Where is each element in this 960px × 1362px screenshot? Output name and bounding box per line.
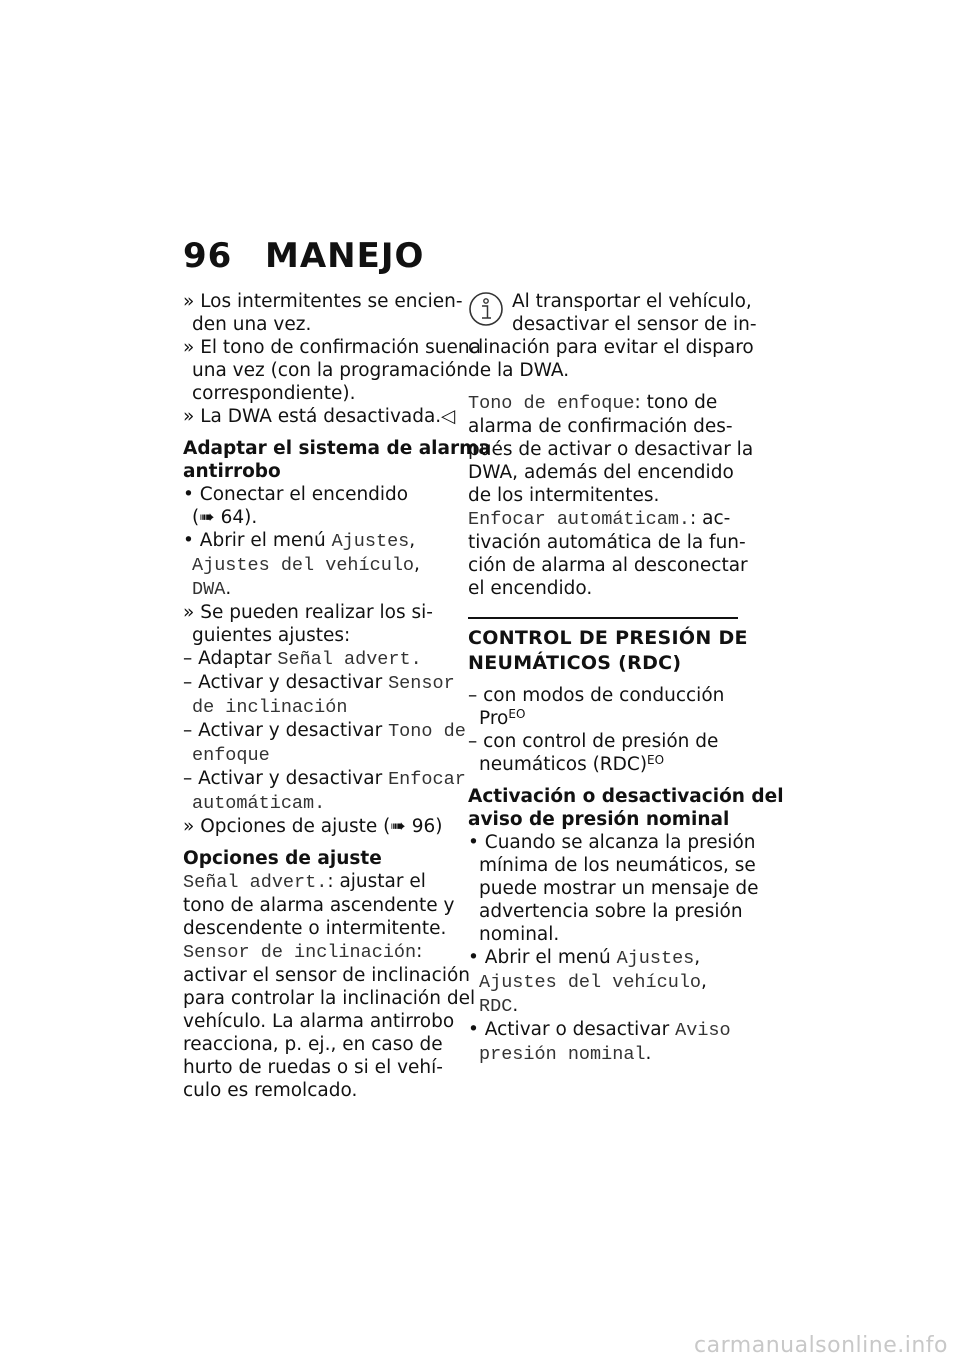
text-line <box>183 767 466 791</box>
text: – Activar y desactivar <box>183 720 389 741</box>
text-line <box>183 791 453 815</box>
text-line: activar el sensor de inclinación <box>183 965 471 986</box>
text-line: reacciona, p. ej., en caso de <box>183 1034 443 1055</box>
text-line <box>468 1042 738 1066</box>
info-icon <box>468 291 504 327</box>
text-line: clinación para evitar el disparo <box>468 337 754 358</box>
text: , <box>694 947 701 968</box>
heading-nominal-pressure <box>468 785 784 831</box>
heading-line: Adaptar el sistema de alarma <box>183 438 491 459</box>
text-line <box>468 507 738 531</box>
text-line: de los intermitentes. <box>468 485 660 506</box>
text-line <box>468 391 738 415</box>
menu-name: Enfocar automáticam. <box>468 509 691 530</box>
text-line: vehículo. La alarma antirrobo <box>183 1011 455 1032</box>
text: neumáticos (RDC) <box>479 754 648 775</box>
text-line: puede mostrar un mensaje de <box>479 878 759 899</box>
menu-name: Ajustes <box>331 531 410 552</box>
text-line <box>183 719 466 743</box>
text-line: DWA, además del encendido <box>468 462 734 483</box>
text-line: ción de alarma al desconectar <box>468 555 748 576</box>
text-line <box>468 753 738 776</box>
text-line: advertencia sobre la presión <box>479 901 743 922</box>
text-line: guientes ajustes: <box>192 625 351 646</box>
text: • Abrir el menú <box>468 947 617 968</box>
menu-name: automáticam. <box>192 793 326 814</box>
menu-name: Señal advert. <box>183 872 328 893</box>
menu-name: enfoque <box>192 745 270 766</box>
menu-name: Ajustes del vehículo <box>192 555 415 576</box>
text: – Activar y desactivar <box>183 672 389 693</box>
menu-name: Ajustes del vehículo <box>479 972 702 993</box>
right-column <box>468 290 784 1066</box>
left-column <box>183 290 491 1102</box>
text-line: » El tono de confirmación suena <box>183 337 481 358</box>
text-line: de la DWA. <box>468 360 570 381</box>
text-line <box>183 647 453 671</box>
text-line: desactivar el sensor de in- <box>512 314 757 335</box>
text-line: correspondiente). <box>192 383 356 404</box>
text: . <box>645 1043 652 1064</box>
text: : ac- <box>690 508 731 529</box>
menu-name: Sensor <box>388 673 455 694</box>
text-line: den una vez. <box>192 314 312 335</box>
page-header <box>183 236 424 276</box>
text-line <box>183 577 453 601</box>
text-line <box>183 940 453 964</box>
menu-name: Sensor de inclinación <box>183 942 417 963</box>
text-line: – con modos de conducción <box>468 685 725 706</box>
page-number: 96 <box>183 236 233 276</box>
menu-name: Tono de <box>388 721 466 742</box>
text: : ajustar el <box>327 871 426 892</box>
menu-name: Ajustes <box>616 948 695 969</box>
section-heading: NEUMÁTICOS (RDC) <box>468 652 682 674</box>
menu-name: presión nominal <box>479 1044 646 1065</box>
text-line: • Cuando se alcanza la presión <box>468 832 756 853</box>
text-line: para controlar la inclinación del <box>183 988 476 1009</box>
text-line <box>468 707 738 730</box>
text: • Activar o desactivar <box>468 1019 676 1040</box>
text-line <box>183 695 453 719</box>
heading-setting-options: Opciones de ajuste <box>183 848 382 869</box>
text-line: Al transportar el vehículo, <box>512 291 752 312</box>
text-line: » Se pueden realizar los si- <box>183 602 433 623</box>
text-line <box>468 946 738 970</box>
text: , <box>414 554 420 575</box>
text-line: tivación automática de la fun- <box>468 532 746 553</box>
text-line: el encendido. <box>468 578 593 599</box>
heading-line: Activación o desactivación del <box>468 786 784 807</box>
heading-line: antirrobo <box>183 461 281 482</box>
text-line <box>468 994 738 1018</box>
text-line: » La DWA está desactivada.◁ <box>183 406 456 427</box>
menu-name: Tono de enfoque <box>468 393 635 414</box>
text-line: tono de alarma ascendente y <box>183 895 455 916</box>
section-heading: CONTROL DE PRESIÓN DE <box>468 627 748 649</box>
menu-name: de inclinación <box>192 697 348 718</box>
text-line <box>468 1018 738 1042</box>
section-divider <box>468 617 748 675</box>
text: : tono de <box>634 392 718 413</box>
text-line: hurto de ruedas o si el vehí- <box>183 1057 443 1078</box>
text: : <box>416 941 423 962</box>
heading-adapt-alarm <box>183 437 491 483</box>
text-line <box>183 743 453 767</box>
equipment-badge: EO <box>647 753 665 767</box>
text-line <box>183 671 453 695</box>
menu-name: RDC <box>479 996 513 1017</box>
text: Pro <box>479 708 509 729</box>
text-line: pués de activar o desactivar la <box>468 439 754 460</box>
menu-name: Señal advert. <box>277 649 422 670</box>
text-line <box>468 970 738 994</box>
watermark[interactable]: carmanualsonline.info <box>694 1333 948 1358</box>
text: . <box>512 995 519 1016</box>
text: – Adaptar <box>183 648 278 669</box>
text-line: – con control de presión de <box>468 731 719 752</box>
text-line: nominal. <box>479 924 560 945</box>
text-line <box>183 529 453 553</box>
text-line: • Conectar el encendido <box>183 484 409 505</box>
text-line: » Los intermitentes se encien- <box>183 291 463 312</box>
text-line <box>183 553 453 577</box>
text-line: una vez (con la programación <box>192 360 468 381</box>
text: • Abrir el menú <box>183 530 332 551</box>
page-reference[interactable]: » Opciones de ajuste (➠ 96) <box>183 816 443 837</box>
text: , <box>409 530 416 551</box>
menu-name: Aviso <box>675 1020 731 1041</box>
info-note <box>468 290 757 382</box>
text: . <box>225 578 232 599</box>
text-line: mínima de los neumáticos, se <box>479 855 756 876</box>
menu-name: DWA <box>192 579 226 600</box>
section-title: MANEJO <box>265 236 425 276</box>
text-line: alarma de confirmación des- <box>468 416 733 437</box>
text: – Activar y desactivar <box>183 768 389 789</box>
page-reference[interactable]: (➠ 64). <box>192 507 258 528</box>
text-line <box>183 870 453 894</box>
heading-line: aviso de presión nominal <box>468 809 730 830</box>
text-line: descendente o intermitente. <box>183 918 447 939</box>
equipment-badge: EO <box>508 707 526 721</box>
menu-name: Enfocar <box>388 769 466 790</box>
text-line: culo es remolcado. <box>183 1080 358 1101</box>
text: , <box>701 971 707 992</box>
